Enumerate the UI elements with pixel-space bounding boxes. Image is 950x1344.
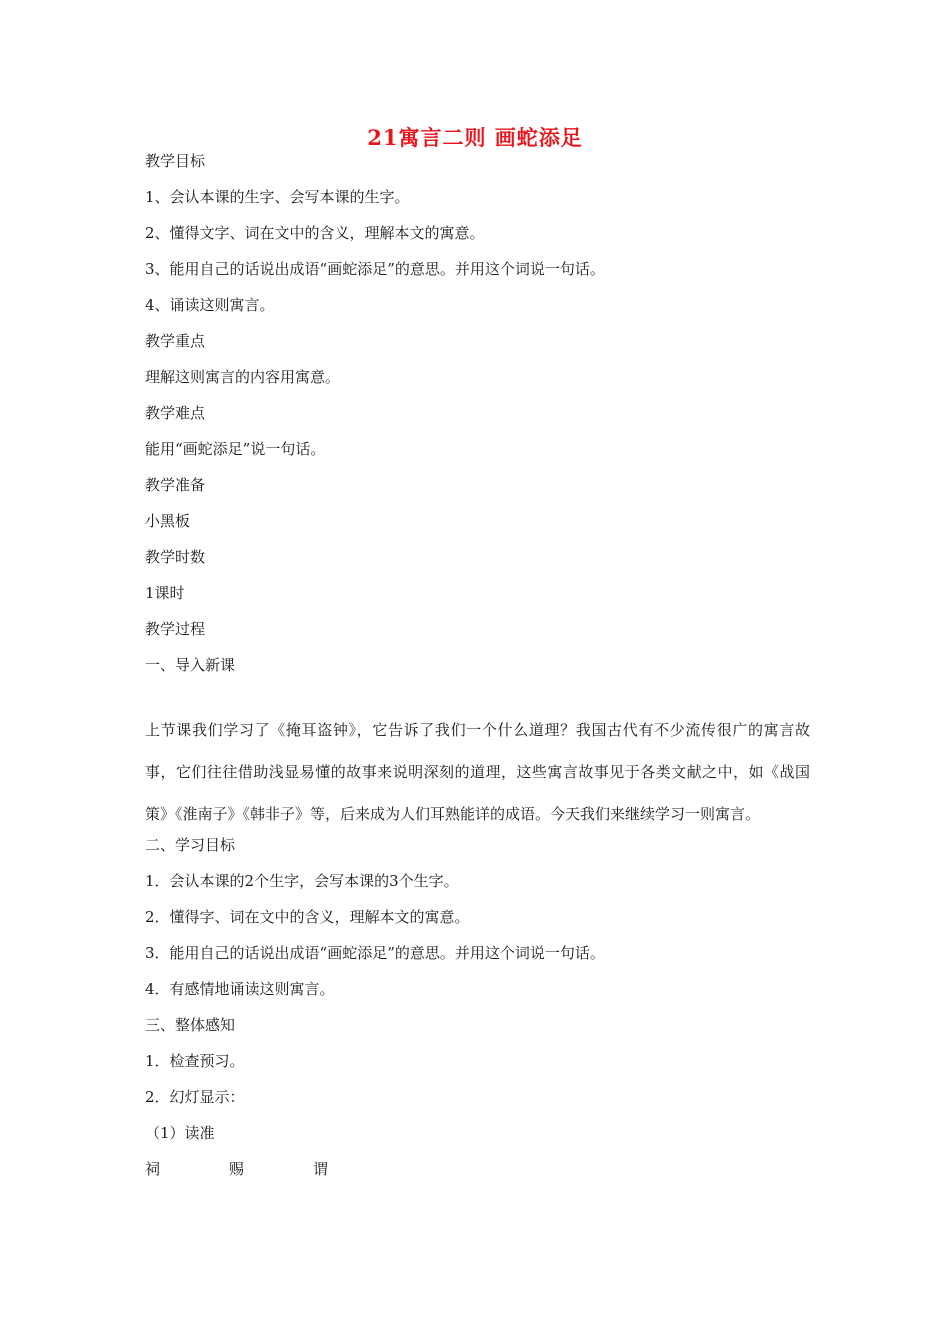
document-body <box>145 151 810 1195</box>
text-line: 1．会认本课的2个生字，会写本课的3个生字。 <box>145 872 459 890</box>
text-line: （1）读准 <box>145 1124 215 1142</box>
text-line: 教学难点 <box>145 404 206 422</box>
text-line: 教学过程 <box>145 620 206 638</box>
vocab-char: 谓 <box>313 1160 329 1178</box>
text-line: 4．有感情地诵读这则寓言。 <box>145 980 335 998</box>
text-line: 教学重点 <box>145 332 206 350</box>
text-line: 2、懂得文字、词在文中的含义，理解本文的寓意。 <box>145 224 485 242</box>
text-line: 二、学习目标 <box>145 836 236 854</box>
lines-before <box>145 151 810 691</box>
character-list <box>145 1159 810 1195</box>
document-title: 21寓言二则 画蛇添足 <box>367 125 583 150</box>
text-line: 教学目标 <box>145 152 206 170</box>
text-line: 1课时 <box>145 584 185 602</box>
text-line: 4、诵读这则寓言。 <box>145 296 275 314</box>
lines-after <box>145 835 810 1159</box>
text-line: 2．幻灯显示： <box>145 1088 245 1106</box>
vocab-char: 赐 <box>229 1160 245 1178</box>
text-line: 教学准备 <box>145 476 206 494</box>
text-line: 理解这则寓言的内容用寓意。 <box>145 368 341 386</box>
intro-paragraph: 上节课我们学习了《掩耳盗钟》，它告诉了我们一个什么道理？我国古代有不少流传很广的寓言故事，它们往往借助浅显易懂的故事来说明深刻的道理，这些寓言故事见于各类文献之中，如《战国策》《淮南子》《韩非子》等，后来成为人们耳熟能详的成语。今天我们来继续学习一则寓言。 <box>145 721 810 823</box>
text-line: 3．能用自己的话说出成语“画蛇添足”的意思。并用这个词说一句话。 <box>145 944 605 962</box>
text-line: 1、会认本课的生字、会写本课的生字。 <box>145 188 410 206</box>
text-line: 教学时数 <box>145 548 206 566</box>
text-line: 三、整体感知 <box>145 1016 236 1034</box>
text-line: 小黑板 <box>145 512 191 530</box>
vocab-char: 祠 <box>145 1160 161 1178</box>
text-line: 一、导入新课 <box>145 656 236 674</box>
text-line: 能用“画蛇添足”说一句话。 <box>145 440 326 458</box>
text-line: 2．懂得字、词在文中的含义，理解本文的寓意。 <box>145 908 470 926</box>
text-line: 3、能用自己的话说出成语“画蛇添足”的意思。并用这个词说一句话。 <box>145 260 605 278</box>
text-line: 1．检查预习。 <box>145 1052 245 1070</box>
